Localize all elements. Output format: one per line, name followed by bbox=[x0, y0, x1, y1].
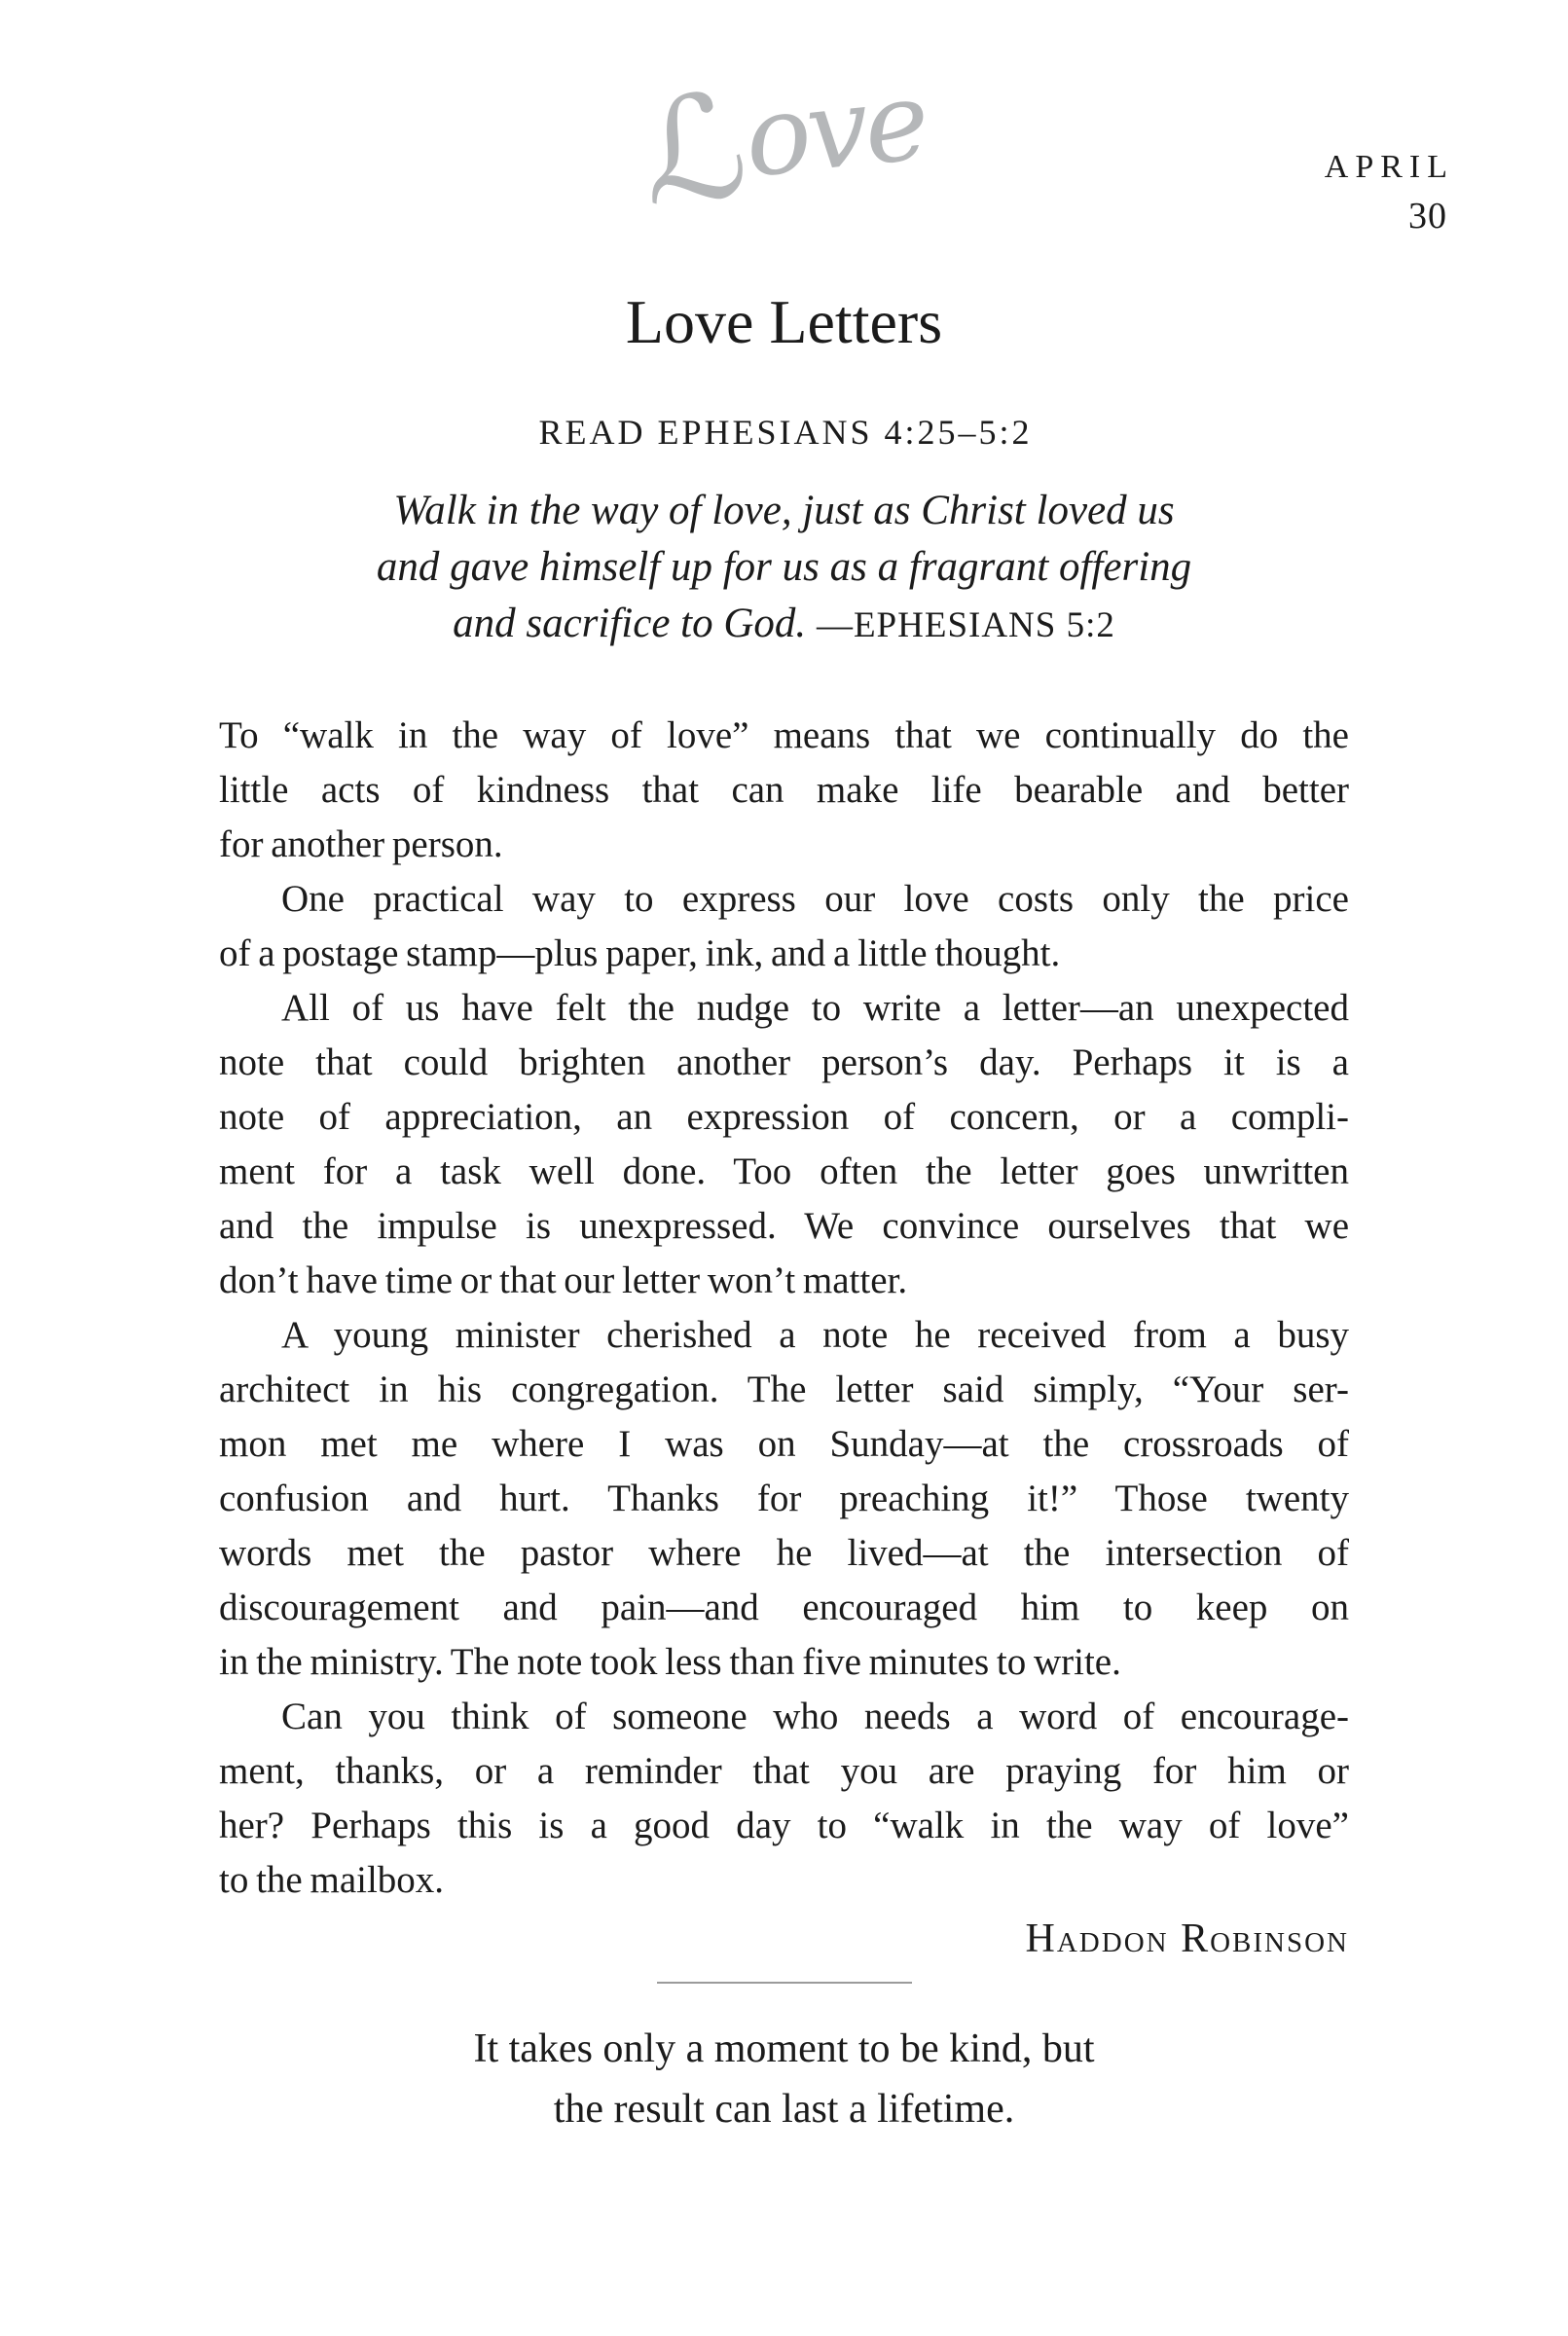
body-line: One practical way to express our love costs only the price bbox=[281, 878, 1349, 920]
body-line: mon met me where I was on Sunday—at the crossroads of bbox=[219, 1423, 1349, 1465]
quote-line: and gave himself up for us as a fragrant offering bbox=[376, 544, 1192, 590]
body-line: note of appreciation, an expression of concern, or a compli- bbox=[219, 1096, 1349, 1138]
body-line: don’t have time or that our letter won’t matter. bbox=[219, 1259, 908, 1301]
body-line: her? Perhaps this is a good day to “walk in the way of love” bbox=[219, 1805, 1349, 1846]
quote-line: Walk in the way of love, just as Christ loved us bbox=[393, 488, 1175, 533]
body-line: A young minister cherished a note he received from a busy bbox=[281, 1314, 1349, 1356]
body-line: of a postage stamp—plus paper, ink, and a little thought. bbox=[219, 932, 1061, 974]
body-line: To “walk in the way of love” means that we continually do the bbox=[219, 714, 1349, 756]
date-day: 30 bbox=[1408, 196, 1447, 237]
body-line: words met the pastor where he lived—at the intersection of bbox=[219, 1532, 1349, 1574]
quote-line bbox=[219, 596, 1349, 654]
body-line: All of us have felt the nudge to write a letter—an unexpected bbox=[281, 987, 1349, 1029]
body-paragraph bbox=[219, 1308, 1349, 1690]
body-paragraph bbox=[219, 709, 1349, 872]
body-line: Can you think of someone who needs a word of encourage- bbox=[281, 1696, 1349, 1737]
scripture-quote bbox=[219, 483, 1349, 654]
body-line: in the ministry. The note took less than five minutes to write. bbox=[219, 1641, 1121, 1683]
date-month: APRIL bbox=[1324, 149, 1454, 185]
divider-rule bbox=[657, 1982, 912, 1984]
body-line: confusion and hurt. Thanks for preaching it!” Those twenty bbox=[219, 1478, 1349, 1519]
love-script-graphic bbox=[0, 0, 1568, 294]
body-line: ment, thanks, or a reminder that you are praying for him or bbox=[219, 1750, 1349, 1792]
body-line: and the impulse is unexpressed. We convince ourselves that we bbox=[219, 1205, 1349, 1247]
scripture-reading-reference: READ EPHESIANS 4:25–5:2 bbox=[538, 413, 1033, 452]
closing-line: It takes only a moment to be kind, but bbox=[473, 2026, 1095, 2071]
quote-citation: —EPHESIANS 5:2 bbox=[816, 605, 1115, 645]
body-line: ment for a task well done. Too often the letter goes unwritten bbox=[219, 1150, 1349, 1192]
closing-thought bbox=[219, 2019, 1349, 2139]
body-line: for another person. bbox=[219, 823, 503, 865]
body-line: little acts of kindness that can make life bearable and better bbox=[219, 769, 1349, 811]
body-paragraph bbox=[219, 981, 1349, 1308]
page-title: Love Letters bbox=[625, 287, 943, 356]
page-content bbox=[219, 287, 1349, 2139]
love-script-capital: ℒ bbox=[634, 60, 755, 238]
date-block bbox=[1324, 148, 1454, 237]
quote-line-text: and sacrifice to God. bbox=[453, 601, 817, 646]
devotional-body bbox=[219, 709, 1349, 1908]
body-line: architect in his congregation. The letter said simply, “Your ser- bbox=[219, 1369, 1349, 1410]
body-line: discouragement and pain—and encouraged him to keep on bbox=[219, 1587, 1349, 1628]
body-paragraph bbox=[219, 872, 1349, 981]
body-paragraph bbox=[219, 1690, 1349, 1908]
body-line: note that could brighten another person’s day. Perhaps it is a bbox=[219, 1041, 1349, 1083]
author-byline: Haddon Robinson bbox=[1025, 1916, 1349, 1961]
body-line: to the mailbox. bbox=[219, 1859, 445, 1901]
love-script-rest: ove bbox=[739, 57, 931, 202]
closing-line: the result can last a lifetime. bbox=[553, 2087, 1015, 2132]
